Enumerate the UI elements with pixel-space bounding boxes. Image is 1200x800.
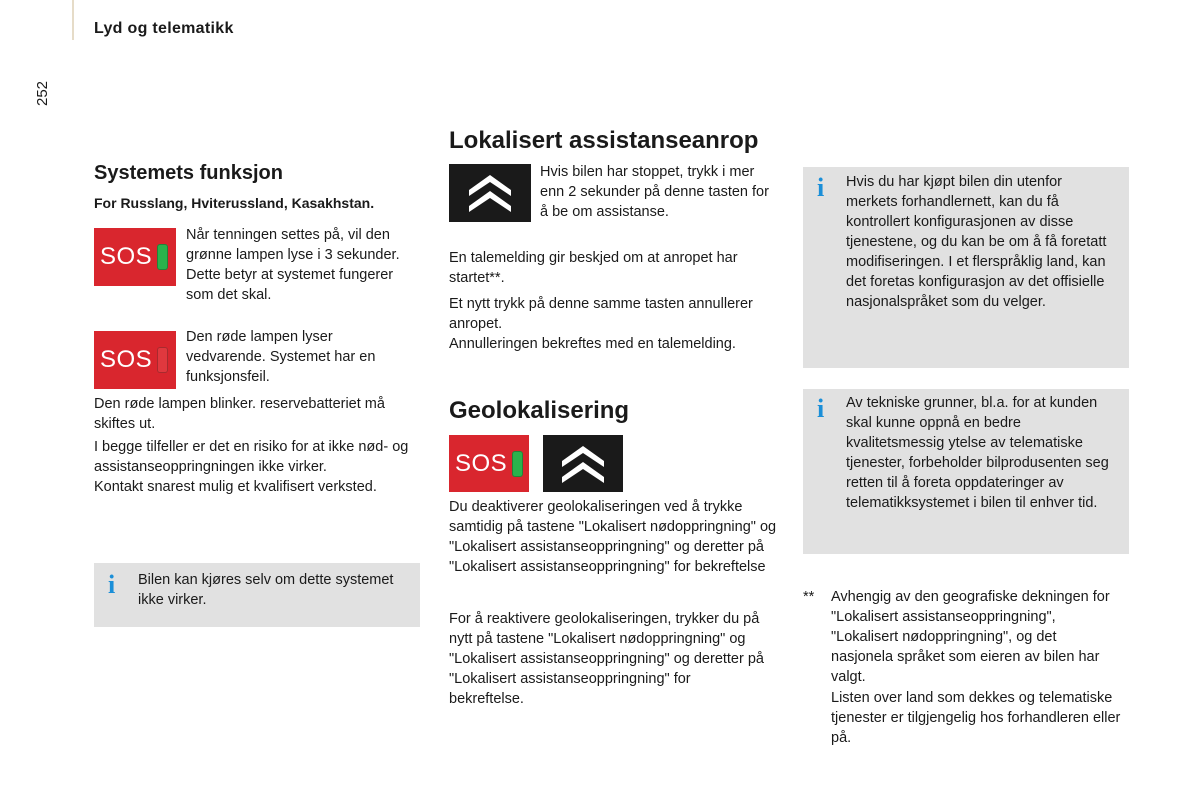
contact-paragraph: Kontakt snarest mulig et kvalifisert verksted. [94, 479, 377, 495]
info-box-configuration-text: Hvis du har kjøpt bilen din utenfor merkets forhandlernett, kan du få kontrollert konfigurasjonen av disse tjenestene, og du kan be om å få foretatt modifiseringen. I et flerspråklig land, kan det foretas konfigurasjon av det offisielle nasjonalspråket som du velger. [846, 174, 1107, 310]
red-led-icon [157, 347, 168, 373]
countries-label: For Russlang, Hviterussland, Kasakhstan. [94, 195, 375, 211]
sos-button-geo [449, 435, 529, 492]
lokalisert-assistanseanrop-heading: Lokalisert assistanseanrop [449, 127, 759, 154]
info-box-updates [803, 389, 1129, 554]
green-led-icon [512, 451, 523, 477]
sos-button-red [94, 331, 176, 389]
green-led-description: Når tenningen settes på, vil den grønne lampen lyse i 3 sekunder. Dette betyr at systemet fungerer som det skal. [186, 227, 400, 303]
cancel-confirm-paragraph: Annulleringen bekreftes med en talemelding. [449, 336, 736, 352]
footnote-text: Avhengig av den geografiske dekningen for "Lokalisert assistanseoppringning", "Lokalisert nødoppringning", og det nasjonela språket som eieren av bilen har valgt. [831, 589, 1110, 685]
info-icon: i [817, 394, 825, 423]
sos-button-green [94, 228, 176, 286]
section-header: Lyd og telematikk [94, 20, 234, 37]
footnote-mark: ** [803, 589, 815, 605]
info-box-updates-text: Av tekniske grunner, bl.a. for at kunden skal kunne oppnå en bedre kvalitetsmessig ytelse av telematiske tjenester, forbeholder bilprodusenten seg retten til å foreta oppdateringer av telematikksystemet i bilen til enhver tid. [846, 395, 1109, 511]
battery-paragraph: Den røde lampen blinker. reservebatteriet må skiftes ut. [94, 396, 385, 432]
info-box-text: Bilen kan kjøres selv om dette systemet ikke virker. [138, 572, 394, 608]
info-icon: i [108, 570, 116, 599]
citroen-chevrons-icon [543, 435, 623, 492]
assistance-button-geo [543, 435, 623, 492]
systemets-funksjon-heading: Systemets funksjon [94, 162, 283, 184]
sos-label: SOS [455, 449, 508, 477]
risk-paragraph: I begge tilfeller er det en risiko for at ikke nød- og assistanseoppringningen ikke virker. [94, 439, 409, 475]
info-icon: i [817, 173, 825, 202]
citroen-chevrons-icon [449, 164, 531, 222]
page-number: 252 [34, 80, 51, 106]
assistance-button-description: Hvis bilen har stoppet, trykk i mer enn 2 sekunder på denne tasten for å be om assistanse. [540, 164, 769, 220]
info-box-left [94, 563, 420, 627]
deactivate-paragraph: Du deaktiverer geolokaliseringen ved å trykke samtidig på tastene "Lokalisert nødoppringning" og "Lokalisert assistanseoppringning" og deretter på "Lokalisert assistanseoppringning" for bekreftelse [449, 499, 777, 575]
reactivate-paragraph: For å reaktivere geolokaliseringen, trykker du på nytt på tastene "Lokalisert nødoppringning" og "Lokalisert assistanseoppringning" og deretter på "Lokalisert assistanseoppringning" for bekreftelse. [449, 611, 764, 707]
geolokalisering-heading: Geolokalisering [449, 397, 630, 424]
assistance-button [449, 164, 531, 222]
sos-label: SOS [100, 243, 153, 270]
footnote-text-2: Listen over land som dekkes og telematiske tjenester er tilgjengelig hos forhandleren eller på. [831, 690, 1121, 746]
voice-message-paragraph: En talemelding gir beskjed om at anropet har startet**. [449, 250, 738, 286]
green-led-icon [157, 244, 168, 270]
margin-line [72, 0, 74, 40]
red-led-description: Den røde lampen lyser vedvarende. Systemet har en funksjonsfeil. [186, 329, 376, 385]
sos-label: SOS [100, 346, 153, 373]
cancel-paragraph: Et nytt trykk på denne samme tasten annullerer anropet. [449, 296, 753, 332]
info-box-configuration [803, 167, 1129, 368]
